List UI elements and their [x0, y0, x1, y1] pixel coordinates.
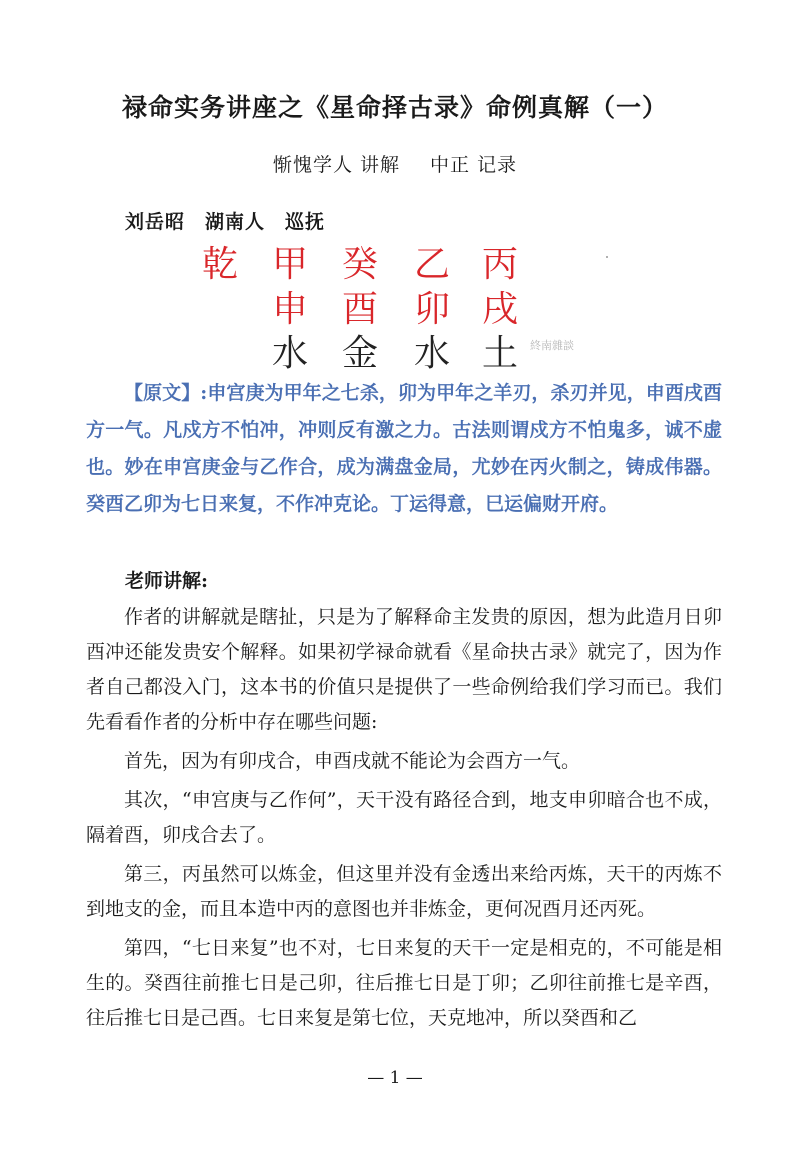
chart-branches-row: [0, 281, 790, 330]
lecturer: 惭愧学人 讲解: [272, 154, 400, 176]
chart-element: 水: [271, 333, 308, 374]
paragraph: 其次，“申宫庚与乙作何”，天干没有路径合到，地支申卯暗合也不成，隔着酉，卯戌合去了。: [86, 789, 722, 846]
chart-element: 金: [341, 333, 378, 374]
paragraph: 首先，因为有卯戌合，申酉戌就不能论为会酉方一气。: [124, 750, 581, 772]
original-label: 【原文】:: [124, 382, 208, 404]
chart-stem: 癸: [341, 244, 378, 285]
teacher-heading: 老师讲解:: [125, 570, 209, 592]
chart-stem: 乾: [201, 244, 238, 285]
recorder: 中正 记录: [430, 154, 518, 176]
document-title: 禄命实务讲座之《星命择古录》命例真解（一）: [121, 93, 668, 122]
chart-branch: 卯: [413, 289, 450, 330]
paragraph: 第四，“七日来复”也不对，七日来复的天干一定是相克的，不可能是相生的。癸酉往前推七日是己卯，往后推七日是丁卯；乙卯往前推七是辛酉，往后推七日是己酉。七日来复是第七位，天克地冲，所以癸酉和乙: [86, 937, 722, 1029]
paragraph: 第三，丙虽然可以炼金，但这里并没有金透出来给丙炼，天干的丙炼不到地支的金，而且本造中丙的意图也并非炼金，更何况酉月还丙死。: [86, 863, 722, 920]
chart-branch: 戌: [481, 289, 518, 330]
original-text: 申宫庚为甲年之七杀，卯为甲年之羊刃，杀刃并见，申酉戌酉方一气。凡戍方不怕冲，冲则反有激之力。古法则谓戍方不怕鬼多，诚不虚也。妙在申宫庚金与乙作合，成为满盘金局，尤妙在丙火制之，铸成伟器。癸酉乙卯为七日来复，不作冲克论。丁运得意，巳运偏财开府。: [86, 382, 722, 515]
original-text-block: [86, 375, 722, 523]
chart-stem: 乙: [413, 244, 450, 285]
page-number: — 1 —: [367, 1068, 423, 1088]
authors-line: [0, 150, 790, 177]
chart-branch: 申: [271, 289, 308, 330]
paragraph: 作者的讲解就是瞎扯，只是为了解释命主发贵的原因，想为此造月日卯酉冲还能发贵安个解释。如果初学禄命就看《星命抉古录》就完了，因为作者自己都没入门，这本书的价值只是提供了一些命例给我们学习而已。我们先看看作者的分析中存在哪些问题:: [86, 606, 722, 733]
person-info: 刘岳昭 湖南人 巡抚: [125, 211, 326, 233]
chart-stem: 甲: [271, 244, 308, 285]
chart-stem: 丙: [481, 244, 518, 285]
chart-elements-row: [0, 325, 790, 374]
chart-element: 土: [481, 333, 518, 374]
teacher-explanation: [86, 600, 722, 1040]
watermark: 終南雜談: [530, 339, 574, 352]
chart-element: 水: [413, 333, 450, 374]
chart-branch: 酉: [341, 289, 378, 330]
chart-stems-row: [0, 236, 790, 285]
